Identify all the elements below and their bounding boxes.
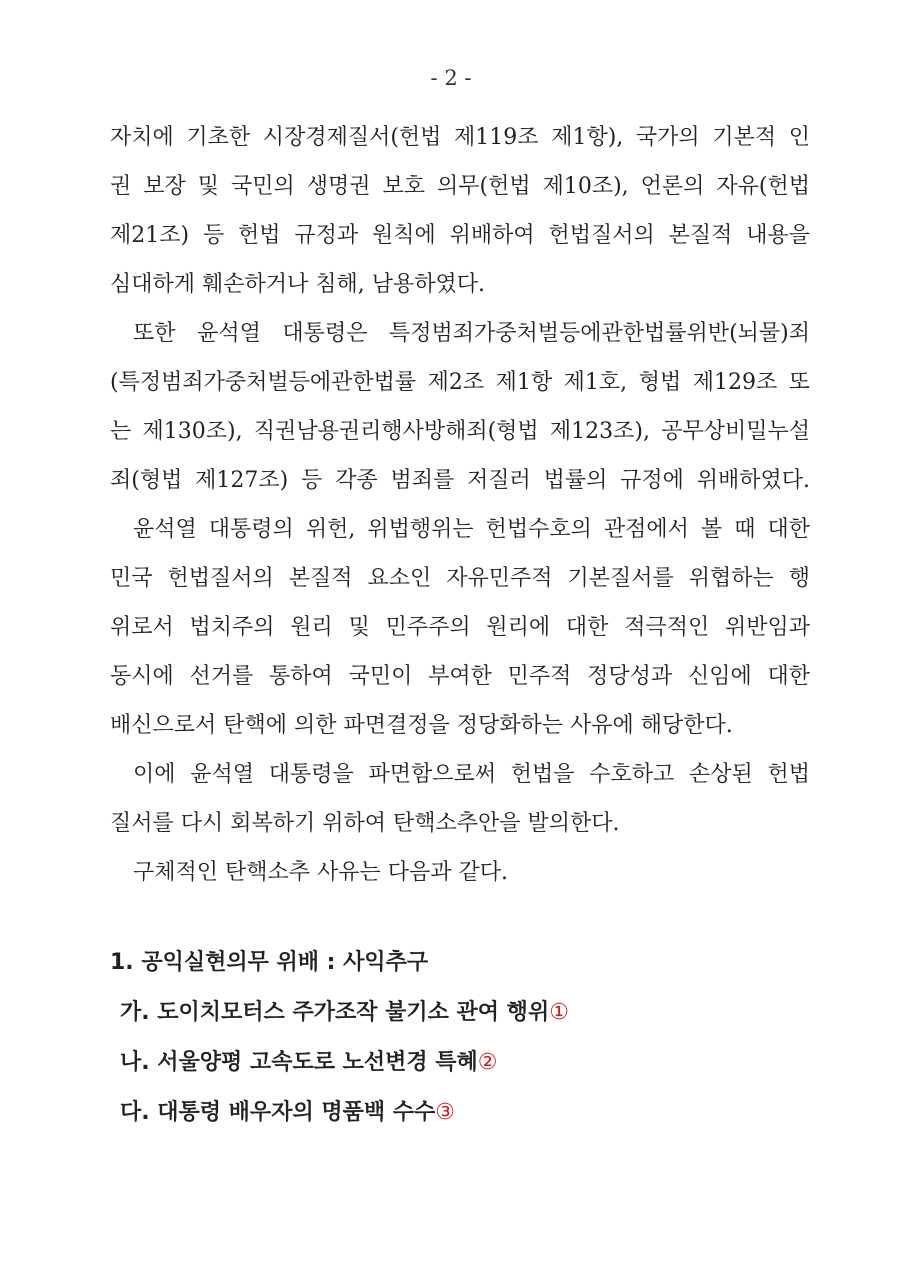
section-item-text: 다. 대통령 배우자의 명품백 수수 <box>120 1100 436 1125</box>
text-line: 배신으로서 탄핵에 의한 파면결정을 정당화하는 사유에 해당한다. <box>110 713 733 738</box>
text-line: 이에 윤석열 대통령을 파면함으로써 헌법을 수호하고 손상된 헌법 <box>133 762 810 787</box>
section-title: 1. 공익실현의무 위배 : 사익추구 <box>110 950 429 975</box>
text-line: 질서를 다시 회복하기 위하여 탄핵소추안을 발의한다. <box>110 811 620 836</box>
circled-number-marker: ① <box>549 1000 569 1025</box>
text-line: 동시에 선거를 통하여 국민이 부여한 민주적 정당성과 신임에 대한 <box>110 664 810 689</box>
circled-number-marker: ② <box>477 1050 498 1075</box>
section-item <box>110 1038 810 1088</box>
section-headings <box>110 938 810 1138</box>
text-line: 위로서 법치주의 원리 및 민주주의 원리에 대한 적극적인 위반임과 <box>110 615 810 640</box>
body-text <box>110 113 810 897</box>
text-line: 자치에 기초한 시장경제질서(헌법 제119조 제1항), 국가의 기본적 인 <box>110 125 810 150</box>
text-line: 죄(형법 제127조) 등 각종 범죄를 저질러 법률의 규정에 위배하였다. <box>110 468 810 493</box>
section-item-text: 가. 도이치모터스 주가조작 불기소 관여 행위 <box>120 1000 550 1025</box>
text-line: 윤석열 대통령의 위헌, 위법행위는 헌법수호의 관점에서 볼 때 대한 <box>133 517 810 542</box>
section-item <box>110 988 810 1038</box>
text-line: 구체적인 탄핵소추 사유는 다음과 같다. <box>133 860 508 885</box>
text-line: 제21조) 등 헌법 규정과 원칙에 위배하여 헌법질서의 본질적 내용을 <box>110 223 810 248</box>
section-item <box>110 1088 810 1138</box>
text-line: 는 제130조), 직권남용권리행사방해죄(형법 제123조), 공무상비밀누설 <box>110 419 810 444</box>
text-line: 심대하게 훼손하거나 침해, 남용하였다. <box>110 272 485 297</box>
text-line: (특정범죄가중처벌등에관한법률 제2조 제1항 제1호, 형법 제129조 또 <box>110 370 810 395</box>
text-line: 민국 헌법질서의 본질적 요소인 자유민주적 기본질서를 위협하는 행 <box>110 566 810 591</box>
section-item-text: 나. 서울양평 고속도로 노선변경 특혜 <box>120 1050 478 1075</box>
page-number: - 2 - <box>430 66 472 90</box>
text-line: 권 보장 및 국민의 생명권 보호 의무(헌법 제10조), 언론의 자유(헌법 <box>110 174 810 199</box>
circled-number-marker: ③ <box>435 1100 456 1125</box>
text-line: 또한 윤석열 대통령은 특정범죄가중처벌등에관한법률위반(뇌물)죄 <box>133 321 810 346</box>
